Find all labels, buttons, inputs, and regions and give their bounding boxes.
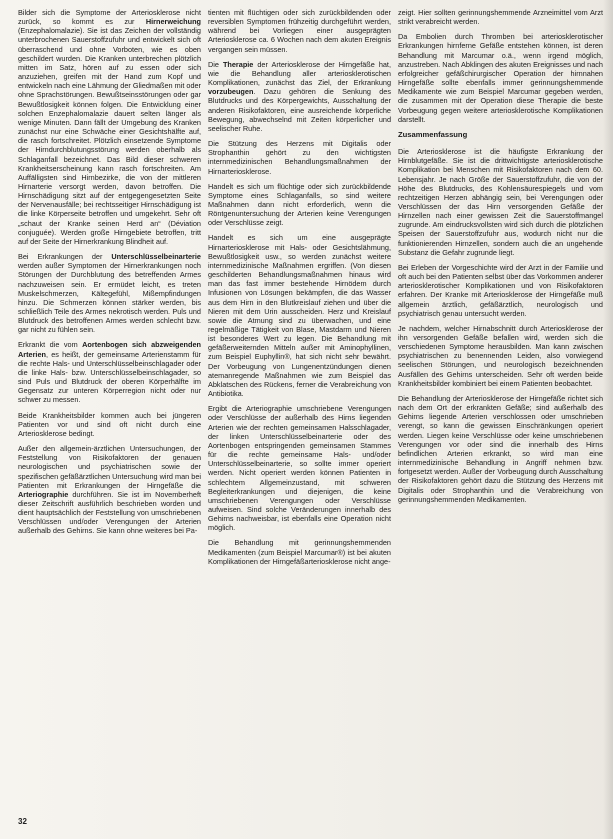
paragraph xyxy=(208,182,391,228)
section-heading: Zusammenfassung xyxy=(398,129,468,139)
text-column-left xyxy=(18,8,201,828)
paragraph xyxy=(398,324,603,388)
paragraph xyxy=(208,233,391,398)
text-run: Die xyxy=(208,59,223,69)
text-run: , hat sich nicht sehr bewährt. Der Vorbeugung von Lungenentzündungen dienen atemanregende Maßnahmen wie zum Beispiel das Abklatschen des Rückens, ferner die Verabreichung von Antibiotika. xyxy=(208,352,391,399)
paragraph xyxy=(18,444,201,536)
text-run: Erkrankt die vom xyxy=(18,340,83,350)
text-run: werden außer Symptomen der Hirnerkrankungen noch Störungen der Durchblutung des betreffenden Armes nachzuweisen sein. Er ermüdet leicht, es treten Muskelschmerzen, Kältegefühl, Mißempfindungen hinzu. Die Schmerzen können stärker werden, bis schließlich Teile des Armes nekrotisch werden. Puls und Blutdruck des betroffenen Armes werden schlecht bzw. gar nicht zu fühlen sein. xyxy=(18,261,201,335)
text-run: Da Embolien durch Thromben bei arteriosklerotischer Erkrankungen hirnferne Gefäße entstehen können, ist deren Behandlung mit Marcumar o.ä., wenn irgend möglich, anzustreben. Nach Abklingen des akuten Ereignisses und nach erfolgreicher gefäßchirurgischer Operation der hirnnahen Hirngefäße sollte ebenfalls immer gerinnungshemmende Medikamente wie zum Beispiel Marcumar gegeben werden, die zusammen mit der Operation diese Therapie die beste Vorbeugung gegen weitere arteriosklerotische Komplikationen darstellt. xyxy=(398,32,603,124)
paragraph xyxy=(398,147,603,257)
paragraph xyxy=(208,8,391,54)
bold-term: Arteriographie xyxy=(18,489,69,499)
paragraph xyxy=(18,8,201,246)
paragraph xyxy=(208,60,391,133)
text-run: der Arteriosklerose der Hirngefäße hat, wie die Behandlung aller arteriosklerotischen Komplikationen, zunächst das Ziel, der Erkrankung xyxy=(208,59,391,88)
text-run: . Dazu gehören die Senkung des Blutdrucks und des Körpergewichts, Ausschaltung der anderen Risikofaktoren, eine ausreichende körperliche Bewegung, abwechselnd mit Zeiten körperlicher und seelischer Ruhe. xyxy=(208,87,391,133)
bold-term: Aortenbogen sich abzweigenden Arterien xyxy=(18,340,201,359)
text-run: Die Arteriosklerose ist die häufigste Erkrankung der Hirnblutgefäße. Sie ist die drittwichtigste arteriosklerotische Komplikation bei Menschen mit Risikofaktoren nach dem 60. Lebensjahr. Je nach Größe der Sauerstoffzufuhr, die von der Höhe des Blutdrucks, des Kohlensäurespiegels und vom rechtzeitigen Herzen abhängig sein, bei Verengungen oder Verschlüssen der das Hirn versorgenden Gefäße der Hirnzellen nach einer gewissen Zeit die Sauerstoffmangel zugrunde. Am eindrucksvollsten wird sich durch die plötzlichen Speisen der Sauerstoffzufuhr aus, wodurch nicht nur die funktionierenden Hirnzellen, sondern auch die an ungehende Substanz die Gefahr zugrunde liegt. xyxy=(398,147,603,257)
text-column-right-inner xyxy=(398,8,603,504)
text-run: (Enzephalomalazie). Sie ist das Zeichen der vollständig unterbrochenen Sauerstoffzufuhr und entwickelt sich oft überraschend und ohne Vorboten, wie es oben geschildert wurden. Die Kranken unterbrechen plötzlich mitten im Satz, hören auf zu essen oder sich anzuziehen, greifen mit der Hand zum Kopf und entwickeln nach eine Lähmung der Gliedmaßen mit oder ohne Sprachstörungen. Bewußtseinsstörungen oder gar Bewußtlosigkeit können folgen. Die Entwicklung einer solchen Enzephalomalazie dauert selten länger als wenige Minuten. Dann fällt der Umgebung des Kranken zunächst nur eine Schwäche einer Gesichtshälfte auf, die rasch fortschreitet. Plötzlich einsetzende Symptome der Hirndurchblutungsstörung werden oberhalb als Schlaganfall bezeichnet. Das Bild dieser schweren Krankheitserscheinung kann rasch fortschreiten. Am Auffälligsten sind Hirnbezirke, die von der mittleren Hirnarterie versorgt werden, davon betroffen. Die Hirnschädigung sitzt auf der entgegengesetzten Seite der Nervenausfälle; bei rechtsseitiger Hirnschädigung ist die linke Körperseite betroffen und umgekehrt. Sehr oft „schaut der Kranke seinen Herd an“ (Déviation conjuguée). Werden große Hirngebiete betroffen, tritt auf der Seite der Hirnerkrankung Blindheit auf. xyxy=(18,26,201,246)
text-run: Ergibt die Arteriographie umschriebene Verengungen oder Verschlüsse der außerhalb des Hirns liegenden Arterien wie der rechten gemeinsamen Halsschlagader, der linken Unterschlüsselbeinarterie oder des Aortenbogen entspringenden gemeinsamen Stammes für die rechte gemeinsame Hals- und/oder Unterschlüsselbeinarterie, so sollte immer operiert werden. Nicht operiert werden können Patienten in schlechtem Allgemeinzustand, mit schweren Begleiterkrankungen und diejenigen, die keine umschriebenen Verengungen oder Verschlüsse aufweisen. Sind solche Veränderungen innerhalb des Gehirns nachweisbar, ist ebenfalls eine Operation nicht möglich. xyxy=(208,404,391,533)
bold-term: vorzubeugen xyxy=(208,87,254,97)
paragraph xyxy=(208,538,391,565)
paragraph xyxy=(398,263,603,318)
text-run: Je nachdem, welcher Hirnabschnitt durch Arteriosklerose der ihn versorgenden Gefäße befallen wird, werden sich die verschiedenen Symptome herausbilden. Man kann zwischen psychiatrischen zu benennenden Leiden, also vorwiegend seelischen Störungen, und neurologisch bezeichnenden Ausfällen des Gehirns unterscheiden. Sehr oft werden beide Krankheitsbilder kombiniert bei einem Patienten beobachtet. xyxy=(398,323,603,388)
text-run: ) ist bei akuten Komplikationen der Hirngefäßarteriosklerose nicht ange- xyxy=(208,547,391,566)
text-run: Die Behandlung der Arteriosklerose der Hirngefäße richtet sich nach dem Ort der erkrankten Gefäße; sind außerhalb des Gehirns liegende Arterien verschlossen oder umschrieben verengt, so kann die gewissen Einschränkungen operiert werden. Liegen keine Verschlüsse oder keine umschriebenen Verengungen vor oder sind die innerhalb des Hirns befindlichen Arterien erkrankt, so wird man eine internmedizinische Behandlung in Angriff nehmen bzw. fortgesetzt werden. Außer der Vorbeugung durch Ausschaltung der Risikofaktoren gehört dazu die Stützung des Herzens mit Digitalis oder Strophanthin und die Verabreichung von gerinnungshemmenden Medikamenten. xyxy=(398,393,603,504)
text-run: ® xyxy=(337,547,343,557)
paragraph xyxy=(18,252,201,334)
text-run: Die Stützung des Herzens mit Digitalis oder Strophanthin gehört zu den wichtigsten internmedizinischen Behandlungsmaßnahmen der Hirnarteriosklerose. xyxy=(208,139,391,176)
paragraph xyxy=(18,411,201,438)
text-run: tienten mit flüchtigen oder sich zurückbildenden oder reversiblen Symptomen frühzeitig durchgeführt werden, während bei Vorliegen einer ausgeprägten Arteriosklerose ca. 6 Wochen nach dem akuten Ereignis vergangen sein müssen. xyxy=(208,8,391,54)
page-number: 32 xyxy=(18,817,27,826)
paragraph xyxy=(398,32,603,124)
text-run: Außer den allgemein-ärztlichen Untersuchungen, der Feststellung von Risikofaktoren der genauen neurologischen und psychiatrischen sowie der spezifischen gefäßärztlichen Untersuchung wird man bei Patienten mit Erkrankungen der Hirngefäße die xyxy=(18,444,201,490)
bold-term: Therapie xyxy=(222,59,254,69)
text-run: Handelt es sich um eine ausgeprägte Hirnarteriosklerose mit Hals- oder Gesichtslähmung, Bewußtlosigkeit usw., so werden zunächst weitere internmedizinische Maßnahmen ergriffen. (Von diesen geschilderten Behandlungsmaßnahmen hinaus wird man das fast immer bestehende Hirnödem durch Infusionen von Lösungen bekämpfen, die das Wasser aus dem Hirn in den Blutkreislauf ziehen und über die Nieren mit dem Urin ausscheiden. Herz und Kreislauf sowie die Atmung sind zu überwachen, und eine regelmäßige Tätigkeit von Blase, Mastdarm und Nieren ist besonderes Wert zu legen. Die Behandlung mit gefäßerweiternden Mitteln außer mit Aminophyllinen, zum Beispiel Euphyllin xyxy=(208,233,391,362)
text-run: Handelt es sich um flüchtige oder sich zurückbildende Symptome eines Schlaganfalls, so sind weitere Maßnahmen dann nicht erforderlich, wenn die Röntgenuntersuchung der Arterien keine Verengungen oder Verschlüsse zeigt. xyxy=(208,181,391,228)
text-column-middle xyxy=(208,8,391,834)
text-run: Die Behandlung mit gerinnungshemmenden Medikamenten (zum Beispiel Marcumar xyxy=(208,538,391,557)
text-run: ® xyxy=(284,352,290,362)
paragraph xyxy=(398,394,603,504)
bold-term: Hirnerweichung xyxy=(145,17,201,27)
text-run: Beide Krankheitsbilder kommen auch bei jüngeren Patienten vor und sind oft nicht durch eine Arteriosklerose bedingt. xyxy=(18,410,201,438)
paragraph xyxy=(18,340,201,404)
text-run: Bei Erkrankungen der xyxy=(18,252,112,262)
text-run: Bilder sich die Symptome der Arteriosklerose nicht zurück, so kommt es zur xyxy=(18,8,201,27)
text-run: durchführen. Sie ist im Novemberheft dieser Zeitschrift ausführlich beschrieben worden und dient hauptsächlich der Feststellung von umschriebenen Verschlüssen und/oder Verengungen der Arterien außerhalb des Gehirns. Sie kann ohne weiteres bei Pa- xyxy=(18,489,201,536)
paragraph xyxy=(208,404,391,532)
bold-term: Unterschlüsselbeinarterie xyxy=(111,252,201,262)
text-run: , es heißt, der gemeinsame Arterienstamm für die rechte Hals- und Unterschlüsselbeinschlagader oder die linke Hals- bzw. Unterschlüsselbeinschlagader, so sind Puls und Blutdruck der oberen Körperhälfte im Gegensatz zur unteren Körperregion nicht oder nur schwer zu messen. xyxy=(18,349,201,405)
paragraph xyxy=(208,139,391,176)
text-column-right xyxy=(398,8,613,834)
text-run: Bei Erleben der Vorgeschichte wird der Arzt in der Familie und oft auch bei den Patienten selbst über das Vorkommen anderer arteriosklerotischer Komplikationen und von Risikofaktoren erfahren. Der Kranke mit Arteriosklerose der Hirngefäße muß allgemein ärztlich, gefäßärztlich, neurologisch und psychiatrisch genau untersucht werden. xyxy=(398,262,603,318)
text-run: zeigt. Hier sollten gerinnungshemmende Arzneimittel vom Arzt strikt verabreicht werden. xyxy=(398,8,603,27)
paragraph xyxy=(398,8,603,26)
page-edge-shadow xyxy=(603,0,613,839)
